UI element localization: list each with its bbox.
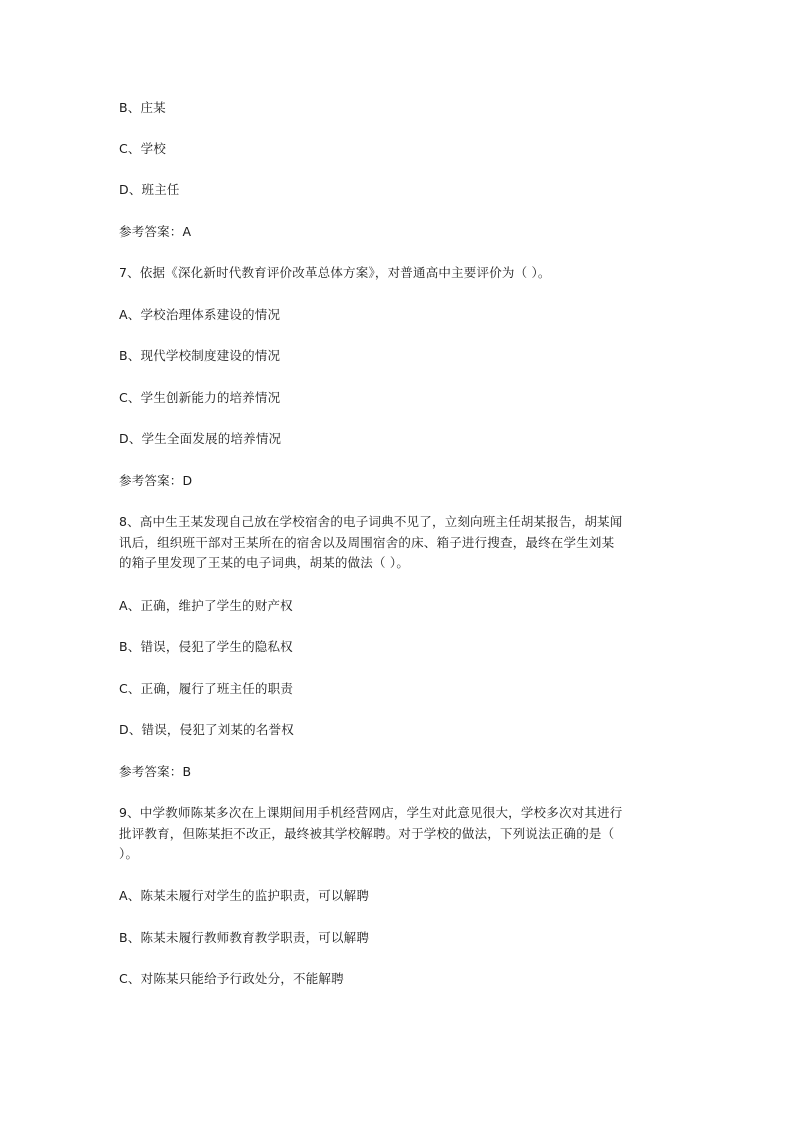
q7-option-d: D、学生全面发展的培养情况 [119, 431, 282, 446]
q9-option-c: C、对陈某只能给予行政处分，不能解聘 [119, 971, 344, 986]
q7-stem: 7、依据《深化新时代教育评价改革总体方案》，对普通高中主要评价为（ ）。 [119, 265, 551, 280]
q6-option-d: D、班主任 [119, 182, 180, 197]
q9-stem-line: ）。 [119, 846, 139, 861]
q8-stem-line: 讯后，组织班干部对王某所在的宿舍以及周围宿舍的床、箱子进行搜查，最终在学生刘某 [119, 534, 615, 550]
q9-stem-line: 9、中学教师陈某多次在上课期间用手机经营网店，学生对此意见很大，学校多次对其进行 [119, 805, 623, 820]
q7-option-b: B、现代学校制度建设的情况 [119, 348, 281, 363]
q8-option-c: C、正确，履行了班主任的职责 [119, 681, 294, 696]
q6-option-c: C、学校 [119, 141, 167, 156]
q8-option-a: A、正确，维护了学生的财产权 [119, 598, 293, 613]
q9-option-b: B、陈某未履行教师教育教学职责，可以解聘 [119, 930, 370, 945]
q8-stem-line: 8、高中生王某发现自己放在学校宿舍的电子词典不见了，立刻向班主任胡某报告，胡某闻 [119, 514, 623, 529]
q9-stem [119, 803, 671, 865]
q9-option-a: A、陈某未履行对学生的监护职责，可以解聘 [119, 888, 370, 903]
q7-answer: 参考答案：D [119, 473, 193, 488]
q8-option-d: D、错误，侵犯了刘某的名誉权 [119, 722, 294, 737]
q8-stem-line: 的箱子里发现了王某的电子词典，胡某的做法（ ）。 [119, 555, 410, 570]
q7-option-c: C、学生创新能力的培养情况 [119, 390, 281, 405]
q7-option-a: A、学校治理体系建设的情况 [119, 307, 281, 322]
q6-option-b: B、庄某 [119, 100, 166, 115]
q8-option-b: B、错误，侵犯了学生的隐私权 [119, 639, 293, 654]
q8-answer: 参考答案：B [119, 764, 192, 779]
q6-answer: 参考答案：A [119, 224, 192, 239]
q8-stem [119, 512, 671, 574]
q9-stem-line: 批评教育，但陈某拒不改正，最终被其学校解聘。对于学校的做法，下列说法正确的是（ [119, 825, 615, 841]
